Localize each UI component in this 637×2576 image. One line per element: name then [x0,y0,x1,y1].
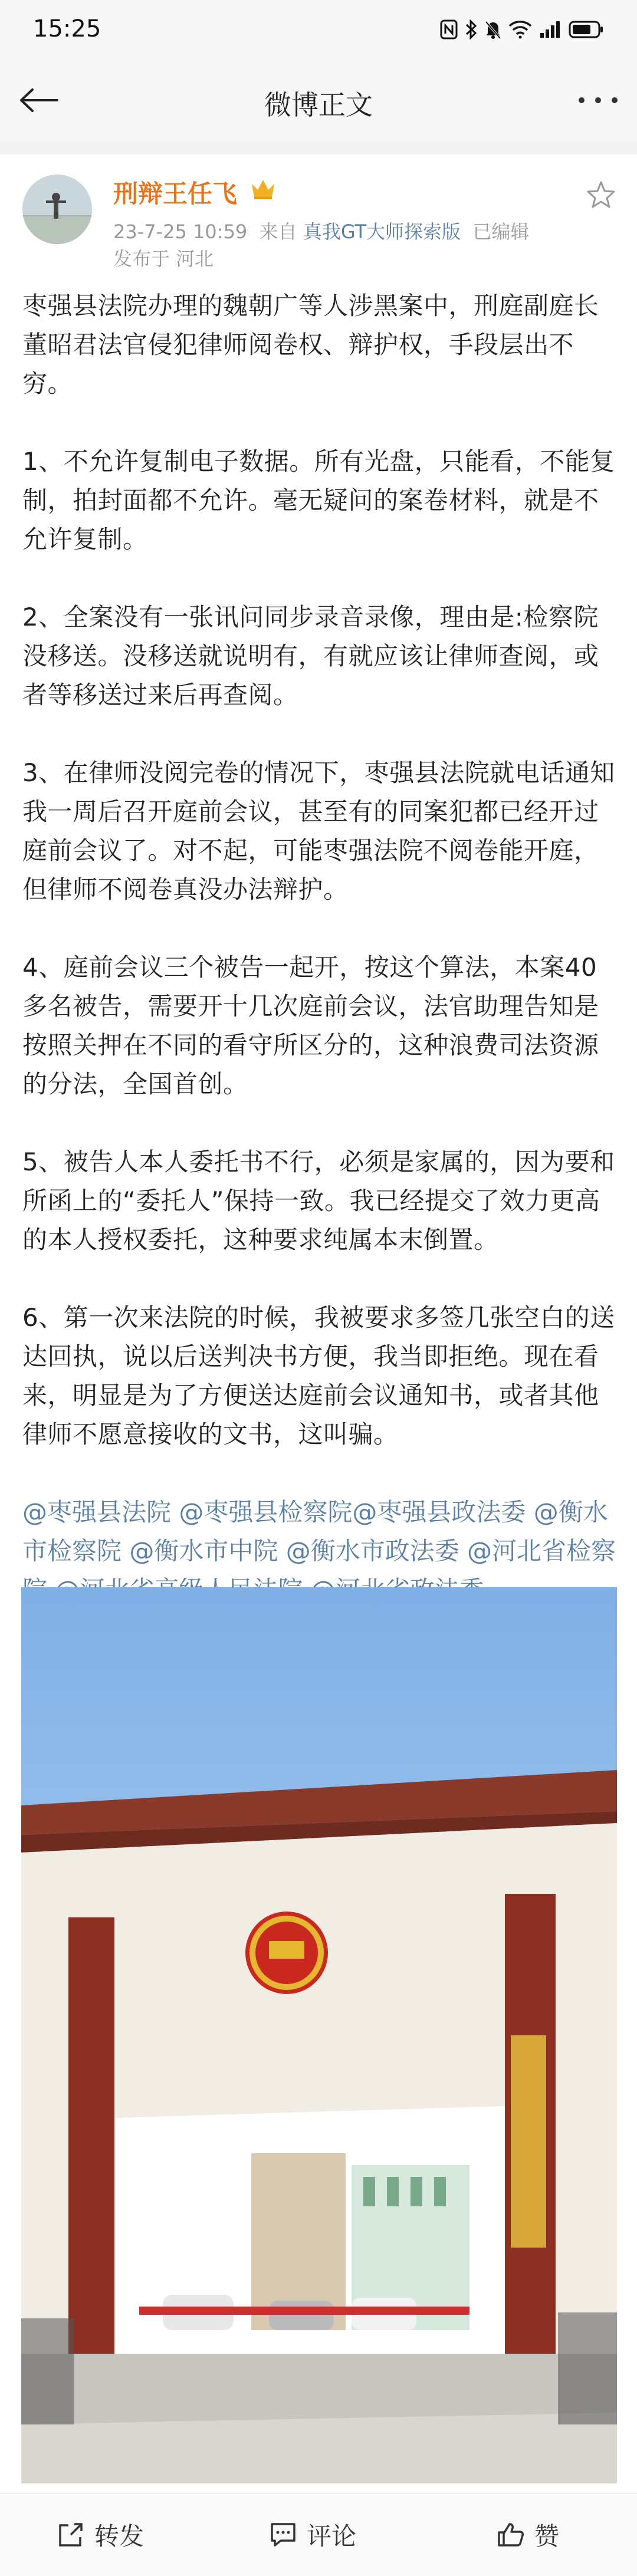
post-paragraph: 3、在律师没阅完卷的情况下，枣强县法院就电话通知我一周后召开庭前会议，甚至有的同案犯都已经开过庭前会议了。对不起，可能枣强法院不阅卷能开庭，但律师不阅卷真没办法辩护。 [22,758,615,904]
post-meta [113,217,529,244]
more-dots-icon [577,96,619,104]
status-time: 15:25 [33,15,101,42]
post-location: 发布于 河北 [113,248,214,270]
author-name[interactable]: 刑辩王任飞 [113,179,238,208]
nfc-icon [440,19,458,40]
status-bar [0,0,637,59]
mute-icon [485,19,501,40]
crown-icon [250,177,276,203]
edited-label: 已编辑 [472,221,530,243]
mention-links[interactable]: @枣强县法院 @枣强县检察院@枣强县政法委 @衡水市检察院 @衡水市中院 @衡水市政法委 @河北省检察 [22,1498,616,1565]
more-button[interactable] [573,75,623,125]
like-label: 赞 [534,2522,560,2551]
action-bar [0,2493,637,2576]
post-photo[interactable] [21,1587,617,2483]
comment-button[interactable] [269,2493,356,2576]
post-paragraph: 枣强县法院办理的魏朝广等人涉黑案中，刑庭副庭长董昭君法官侵犯律师阅卷权、辩护权，手段层出不穷。 [22,291,599,398]
nav-bar [0,59,637,142]
section-divider [0,142,637,154]
source-prefix: 来自 [259,221,297,243]
status-icons [440,17,604,42]
like-button[interactable] [497,2493,559,2576]
signal-icon [539,20,562,39]
bluetooth-icon [465,19,478,40]
post-date: 23-7-25 10:59 [113,221,248,243]
comment-label: 评论 [307,2522,357,2551]
wifi-icon [508,20,532,39]
post-paragraph: 6、第一次来法院的时候，我被要求多签几张空白的送达回执，说以后送判决书方便，我当即拒绝。现在看来，明显是为了方便送达庭前会议通知书，或者其他律师不愿意接收的文书，这叫骗。 [22,1303,615,1449]
thumbs-up-icon [497,2521,525,2549]
repost-button[interactable] [57,2493,144,2576]
post-source-link[interactable]: 真我GT大师探索版 [303,221,461,243]
post-paragraph: 2、全案没有一张讯问同步录音录像，理由是:检察院没移送。没移送就说明有，有就应该让律师查阅，或者等移送过来后再查阅。 [22,603,599,709]
star-icon[interactable] [586,180,616,211]
page-title: 微博正文 [264,89,373,121]
comment-icon [269,2521,297,2549]
post-paragraph: 4、庭前会议三个被告一起开，按这个算法，本案40多名被告，需要开十几次庭前会议，法官助理告知是按照关押在不同的看守所区分的，这种浪费司法资源的分法，全国首创。 [22,953,599,1098]
avatar[interactable] [22,175,92,244]
post-body [22,287,618,1610]
repost-icon [57,2521,85,2549]
post-paragraph: 1、不允许复制电子数据。所有光盘，只能看，不能复制，拍封面都不允许。毫无疑问的案卷材料，就是不允许复制。 [22,447,615,554]
battery-icon [569,20,604,39]
post-paragraph: 5、被告人本人委托书不行，必须是家属的，因为要和所函上的“委托人”保持一致。我已经提交了效力更高的本人授权委托，这种要求纯属本末倒置。 [22,1147,615,1254]
repost-label: 转发 [94,2522,145,2551]
